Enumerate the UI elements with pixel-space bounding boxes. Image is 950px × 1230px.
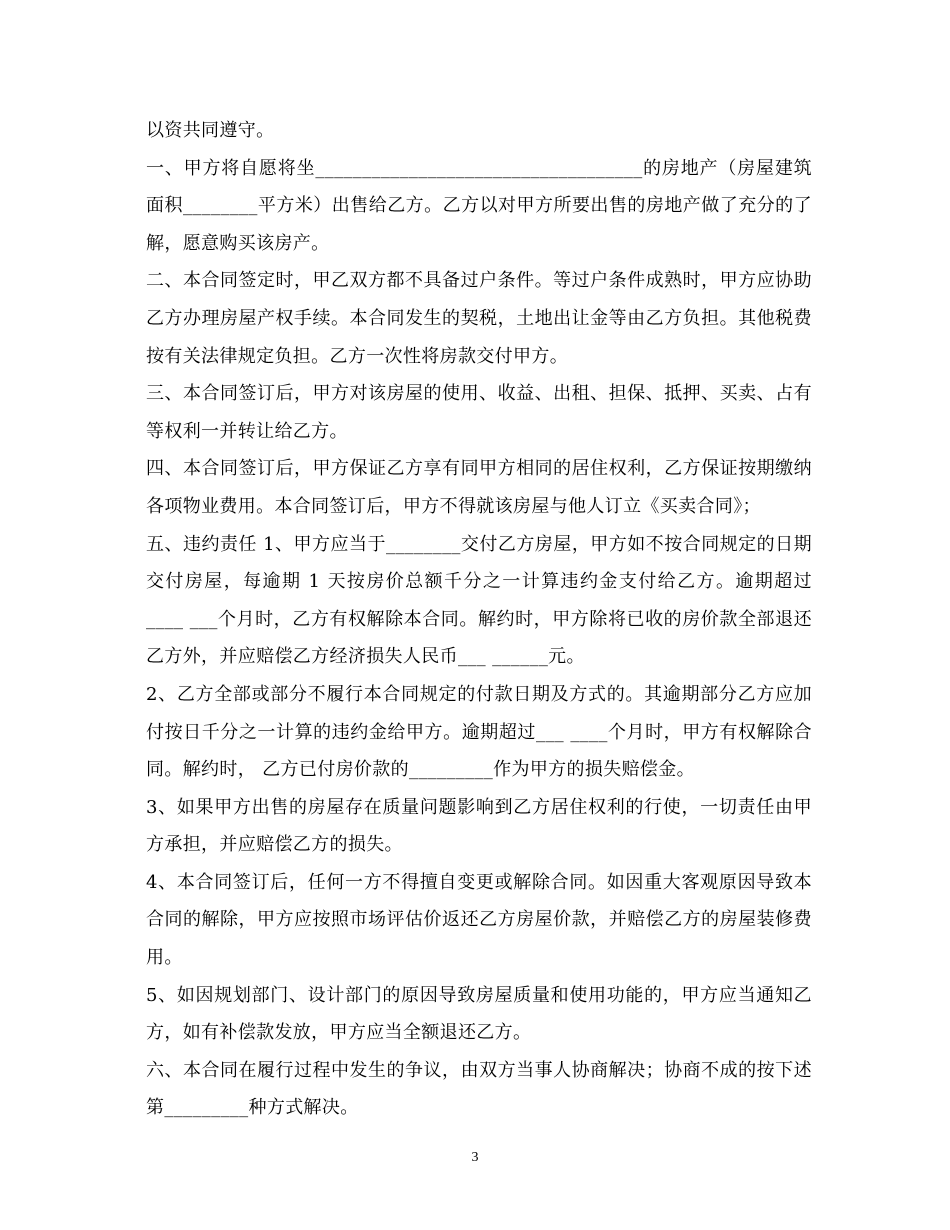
clause-1-property-sale: 一、甲方将自愿将坐___________________________________的房地产（房屋建筑面积________平方米）出售给乙方。乙方以对甲方所要出售的房地产做了充分的了解，愿意购买该房产。 (146, 157, 812, 254)
clause-5-item-3-quality-issues: 3、如果甲方出售的房屋存在质量问题影响到乙方居住权利的行使，一切责任由甲方承担，并应赔偿乙方的损失。 (146, 796, 812, 856)
clause-4-residence-rights: 四、本合同签订后，甲方保证乙方享有同甲方相同的居住权利，乙方保证按期缴纳各项物业费用。本合同签订后，甲方不得就该房屋与他人订立《买卖合同》； (146, 458, 812, 517)
clause-5-item-5-planning-causes: 5、如因规划部门、设计部门的原因导致房屋质量和使用功能的，甲方应当通知乙方，如有补偿款发放，甲方应当全额退还乙方。 (146, 984, 812, 1044)
clause-3-rights-transfer: 三、本合同签订后，甲方对该房屋的使用、收益、出租、担保、抵押、买卖、占有等权利一并转让给乙方。 (146, 383, 812, 442)
page-number: 3 (471, 1150, 479, 1165)
clause-5-item-2-buyer-default: 2、乙方全部或部分不履行本合同规定的付款日期及方式的。其逾期部分乙方应加付按日千分之一计算的违约金给甲方。逾期超过___ ____个月时，甲方有权解除合同。解约时， 乙方已付房价款的_________作为甲方的损失赔偿金。 (146, 683, 812, 781)
contract-body (146, 112, 812, 1127)
paragraph-closing-phrase: 以资共同遵守。 (146, 120, 275, 141)
clause-5-item-4-no-unilateral-change: 4、本合同签订后，任何一方不得擅自变更或解除合同。如因重大客观原因导致本合同的解除，甲方应按照市场评估价返还乙方房屋价款，并赔偿乙方的房屋装修费用。 (146, 871, 812, 969)
clause-5-breach-liability: 五、违约责任 1、甲方应当于________交付乙方房屋，甲方如不按合同规定的日期交付房屋，每逾期 1 天按房价总额千分之一计算违约金支付给乙方。逾期超过____ ___个月时，乙方有权解除本合同。解约时，甲方除将已收的房价款全部退还乙方外，并应赔偿乙方经济损失人民币___ ______元。 (146, 533, 812, 668)
clause-2-transfer-conditions: 二、本合同签定时，甲乙双方都不具备过户条件。等过户条件成熟时，甲方应协助乙方办理房屋产权手续。本合同发生的契税，土地出让金等由乙方负担。其他税费按有关法律规定负担。乙方一次性将房款交付甲方。 (146, 270, 812, 367)
clause-6-dispute-resolution: 六、本合同在履行过程中发生的争议，由双方当事人协商解决；协商不成的按下述第_________种方式解决。 (146, 1059, 812, 1119)
